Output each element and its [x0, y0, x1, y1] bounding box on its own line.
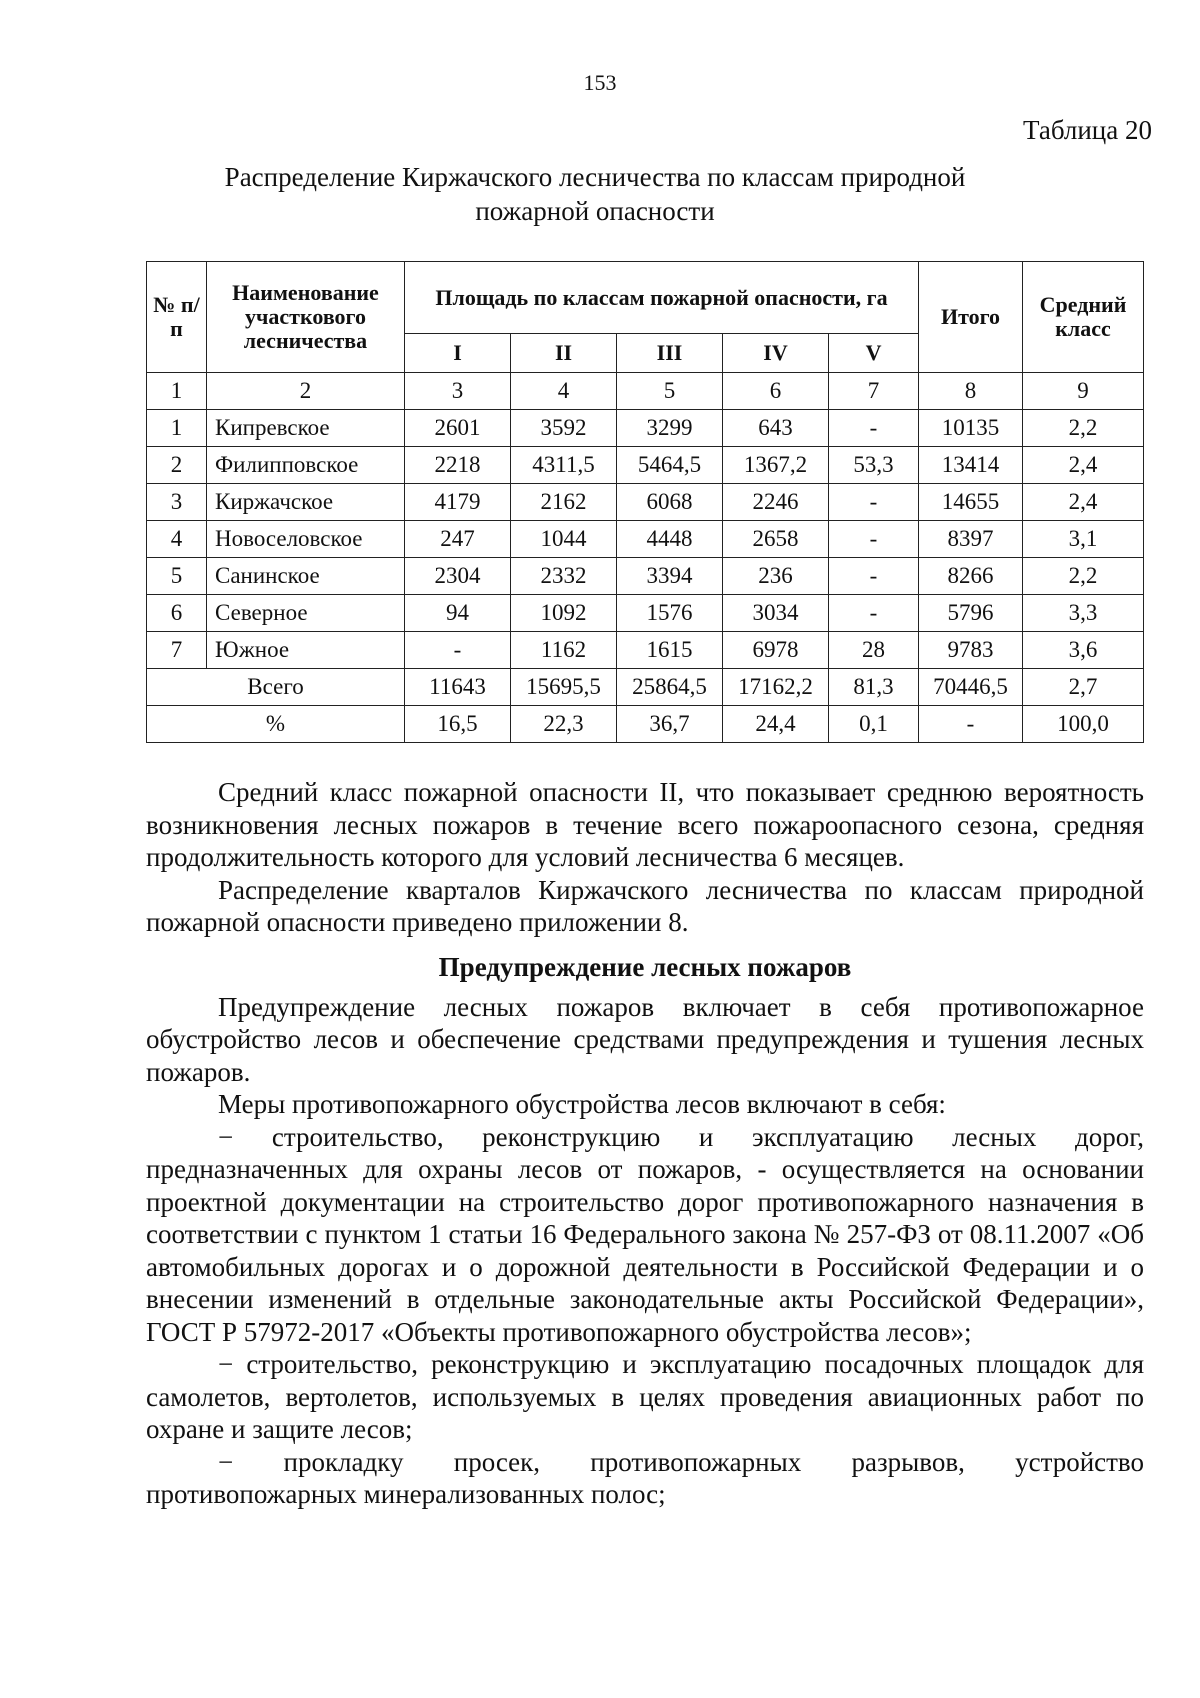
value-cell-total: 5796: [919, 595, 1023, 632]
forestry-name-cell: Южное: [207, 632, 405, 669]
row-number-cell: 6: [147, 595, 207, 632]
value-cell-avg: 100,0: [1023, 706, 1144, 743]
header-area: Площадь по классам пожарной опасности, га: [405, 262, 919, 334]
value-cell-c4: 17162,2: [723, 669, 829, 706]
value-cell-c1: 247: [405, 521, 511, 558]
row-number-cell: 5: [147, 558, 207, 595]
value-cell-c2: 2332: [511, 558, 617, 595]
value-cell-c5: -: [829, 595, 919, 632]
value-cell-c4: 6978: [723, 632, 829, 669]
bullet-item: − строительство, реконструкцию и эксплуатацию лесных дорог, предназначенных для охраны лесов от пожаров, - осуществляется на основании проектной документации на строительство дорог противопожарного назначения в соответствии с пунктом 1 статьи 16 Федерального закона № 257-ФЗ от 08.11.2007 «Об автомобильных дорогах и о дорожной деятельности в Российской Федерации и о внесении изменений в отдельные законодательные акты Российской Федерации», ГОСТ Р 57972-2017 «Объекты противопожарного обустройства лесов»;: [146, 1121, 1144, 1347]
value-cell-c3: 5464,5: [617, 447, 723, 484]
column-number: 3: [405, 373, 511, 410]
percent-row: [147, 706, 1144, 743]
value-cell-c4: 236: [723, 558, 829, 595]
table-body: [147, 373, 1144, 743]
fire-danger-table: [146, 261, 1144, 743]
value-cell-c2: 1044: [511, 521, 617, 558]
row-number-cell: 4: [147, 521, 207, 558]
table-row: [147, 447, 1144, 484]
column-number: 7: [829, 373, 919, 410]
bullet-item: − строительство, реконструкцию и эксплуатацию посадочных площадок для самолетов, вертолетов, используемых в целях проведения авиационных работ по охране и защите лесов;: [146, 1349, 1144, 1444]
value-cell-c1: 2601: [405, 410, 511, 447]
paragraph: Средний класс пожарной опасности II, что показывает среднюю вероятность возникновения лесных пожаров в течение всего пожароопасного сезона, средняя продолжительность которого для условий лесничества 6 месяцев.: [146, 777, 1144, 872]
value-cell-avg: 3,6: [1023, 632, 1144, 669]
value-cell-total: -: [919, 706, 1023, 743]
row-number-cell: 2: [147, 447, 207, 484]
value-cell-c4: 3034: [723, 595, 829, 632]
value-cell-c1: 4179: [405, 484, 511, 521]
value-cell-c2: 2162: [511, 484, 617, 521]
paragraph: Распределение кварталов Киржачского лесничества по классам природной пожарной опасности приведено приложении 8.: [146, 874, 1144, 937]
column-number: 5: [617, 373, 723, 410]
value-cell-c1: 11643: [405, 669, 511, 706]
header-class-1: I: [405, 334, 511, 373]
header-class-4: IV: [723, 334, 829, 373]
row-number-cell: 7: [147, 632, 207, 669]
table-row: [147, 410, 1144, 447]
value-cell-c2: 1092: [511, 595, 617, 632]
paragraph: Меры противопожарного обустройства лесов включают в себя:: [218, 1089, 946, 1119]
value-cell-total: 70446,5: [919, 669, 1023, 706]
value-cell-c4: 2658: [723, 521, 829, 558]
forestry-name-cell: Новоселовское: [207, 521, 405, 558]
value-cell-total: 10135: [919, 410, 1023, 447]
body-text: [146, 776, 1144, 1511]
value-cell-c4: 2246: [723, 484, 829, 521]
value-cell-avg: 2,2: [1023, 410, 1144, 447]
table-row: [147, 595, 1144, 632]
table-row: [147, 484, 1144, 521]
value-cell-c5: -: [829, 484, 919, 521]
column-number: 9: [1023, 373, 1144, 410]
value-cell-c3: 25864,5: [617, 669, 723, 706]
value-cell-c5: 0,1: [829, 706, 919, 743]
forestry-name-cell: Кипревское: [207, 410, 405, 447]
value-cell-c3: 6068: [617, 484, 723, 521]
value-cell-c5: -: [829, 558, 919, 595]
value-cell-c2: 4311,5: [511, 447, 617, 484]
value-cell-c1: 94: [405, 595, 511, 632]
value-cell-c1: 2304: [405, 558, 511, 595]
value-cell-c5: 53,3: [829, 447, 919, 484]
value-cell-c2: 1162: [511, 632, 617, 669]
table-row: [147, 558, 1144, 595]
value-cell-c1: 16,5: [405, 706, 511, 743]
section-heading: Предупреждение лесных пожаров: [438, 951, 852, 982]
value-cell-c2: 3592: [511, 410, 617, 447]
value-cell-c3: 3394: [617, 558, 723, 595]
table-row: [147, 632, 1144, 669]
value-cell-c5: -: [829, 410, 919, 447]
page-number: 153: [583, 70, 617, 95]
row-number-cell: 3: [147, 484, 207, 521]
header-avg: Средний класс: [1023, 262, 1144, 373]
column-number: 8: [919, 373, 1023, 410]
total-row: [147, 669, 1144, 706]
value-cell-avg: 3,1: [1023, 521, 1144, 558]
table-label: Таблица 20: [1023, 115, 1152, 145]
total-row-label: Всего: [147, 669, 405, 706]
row-number-cell: 1: [147, 410, 207, 447]
table-title: Распределение Киржачского лесничества по классам природной пожарной опасности: [224, 162, 966, 226]
value-cell-total: 14655: [919, 484, 1023, 521]
forestry-name-cell: Санинское: [207, 558, 405, 595]
header-class-5: V: [829, 334, 919, 373]
header-class-3: III: [617, 334, 723, 373]
value-cell-c5: 28: [829, 632, 919, 669]
value-cell-total: 13414: [919, 447, 1023, 484]
forestry-name-cell: Филипповское: [207, 447, 405, 484]
table-row: [147, 521, 1144, 558]
paragraph: Предупреждение лесных пожаров включает в себя противопожарное обустройство лесов и обеспечение средствами предупреждения и тушения лесных пожаров.: [146, 991, 1144, 1087]
column-number: 2: [207, 373, 405, 410]
bullet-item: − прокладку просек, противопожарных разрывов, устройство противопожарных минерализованных полос;: [146, 1446, 1144, 1509]
column-number: 6: [723, 373, 829, 410]
value-cell-avg: 2,2: [1023, 558, 1144, 595]
value-cell-total: 8397: [919, 521, 1023, 558]
value-cell-c2: 22,3: [511, 706, 617, 743]
column-number: 4: [511, 373, 617, 410]
header-total: Итого: [919, 262, 1023, 373]
forestry-name-cell: Киржачское: [207, 484, 405, 521]
value-cell-c5: 81,3: [829, 669, 919, 706]
header-class-2: II: [511, 334, 617, 373]
value-cell-c3: 1576: [617, 595, 723, 632]
value-cell-avg: 2,4: [1023, 447, 1144, 484]
value-cell-c3: 36,7: [617, 706, 723, 743]
value-cell-avg: 2,4: [1023, 484, 1144, 521]
header-name: Наименование участкового лесничества: [207, 262, 405, 373]
column-number: 1: [147, 373, 207, 410]
value-cell-c4: 643: [723, 410, 829, 447]
value-cell-c3: 4448: [617, 521, 723, 558]
header-num: № п/п: [147, 262, 207, 373]
value-cell-total: 9783: [919, 632, 1023, 669]
value-cell-c3: 3299: [617, 410, 723, 447]
value-cell-c4: 24,4: [723, 706, 829, 743]
column-numbers-row: [147, 373, 1144, 410]
value-cell-total: 8266: [919, 558, 1023, 595]
value-cell-c2: 15695,5: [511, 669, 617, 706]
forestry-name-cell: Северное: [207, 595, 405, 632]
value-cell-c5: -: [829, 521, 919, 558]
percent-row-label: %: [147, 706, 405, 743]
value-cell-c3: 1615: [617, 632, 723, 669]
value-cell-c4: 1367,2: [723, 447, 829, 484]
value-cell-avg: 2,7: [1023, 669, 1144, 706]
value-cell-c1: -: [405, 632, 511, 669]
value-cell-c1: 2218: [405, 447, 511, 484]
value-cell-avg: 3,3: [1023, 595, 1144, 632]
